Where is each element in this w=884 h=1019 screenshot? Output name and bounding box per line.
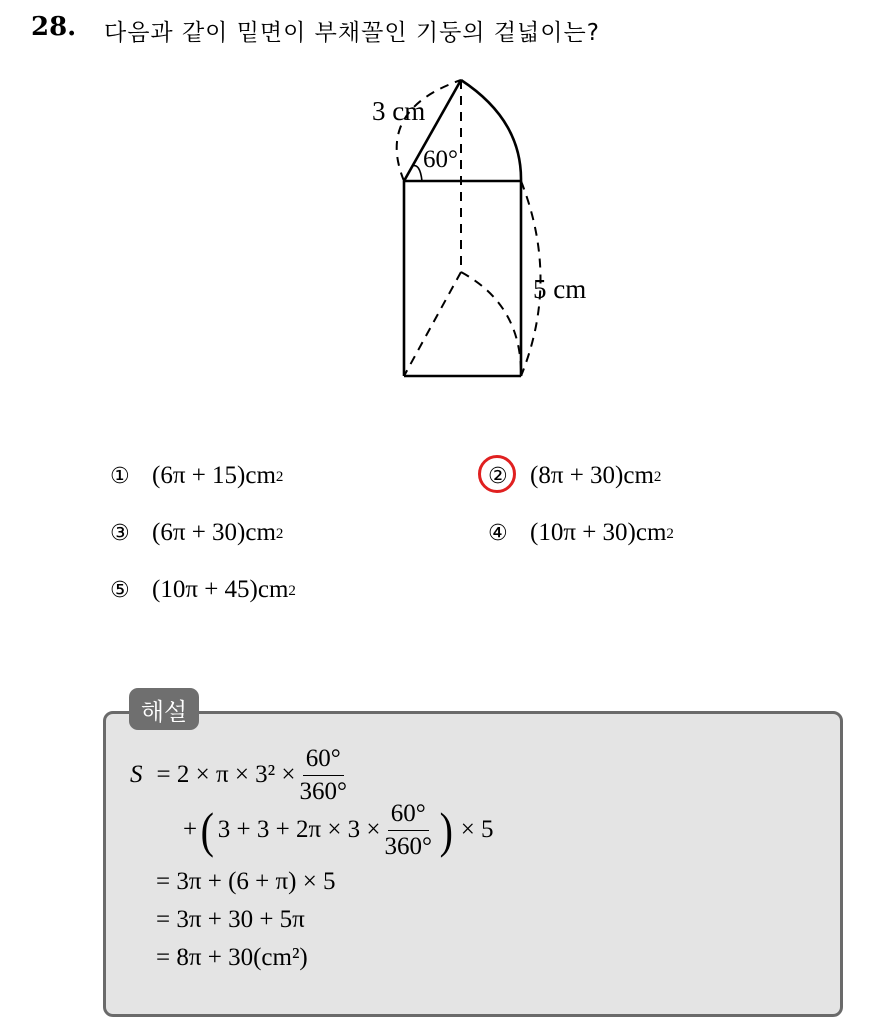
fraction-numerator: 60° <box>388 800 429 831</box>
choice-number: ③ <box>110 521 130 546</box>
radius-label: 3 cm <box>372 96 426 126</box>
choice-4[interactable] <box>488 519 674 547</box>
choice-expr: (10π + 30)cm <box>530 519 667 546</box>
fraction-denominator: 360° <box>299 777 348 805</box>
choice-number: ⑤ <box>110 578 130 603</box>
solution-rhs: = 2 × π × 3² × <box>156 761 296 788</box>
answer-mark-circle <box>478 455 516 493</box>
choice-number: ④ <box>488 521 508 546</box>
solution-tag: 해설 <box>129 688 199 730</box>
solution-line-5: = 8π + 30(cm²) <box>156 944 308 971</box>
sector-prism-figure <box>0 0 884 420</box>
choice-sup: 2 <box>275 526 284 542</box>
solution-lhs: S <box>130 761 143 788</box>
times-five: × 5 <box>460 816 494 843</box>
fraction <box>385 800 433 860</box>
choice-1[interactable] <box>110 462 283 490</box>
fraction-numerator: 60° <box>303 745 344 776</box>
fraction <box>300 745 348 805</box>
choice-3[interactable] <box>110 519 283 547</box>
choice-expr: (6π + 15)cm <box>152 462 276 489</box>
choice-sup: 2 <box>275 469 284 485</box>
choice-sup: 2 <box>653 469 662 485</box>
paren-inner: 3 + 3 + 2π × 3 × <box>217 816 381 843</box>
right-paren: ) <box>439 802 454 858</box>
choice-5[interactable] <box>110 576 296 604</box>
choice-sup: 2 <box>666 526 674 542</box>
choice-sup: 2 <box>288 583 296 599</box>
choice-expr: (6π + 30)cm <box>152 519 276 546</box>
choice-expr: (8π + 30)cm <box>530 462 654 489</box>
plus-sign: + <box>183 816 198 843</box>
choice-number: ① <box>110 464 130 489</box>
choice-number: ② <box>488 464 508 489</box>
height-label: 5 cm <box>533 274 587 304</box>
left-paren: ( <box>200 802 215 858</box>
angle-label: 60° <box>423 146 458 173</box>
solution-line-4: = 3π + 30 + 5π <box>156 906 305 933</box>
solution-line-2 <box>183 800 494 860</box>
question-text: 다음과 같이 밑면이 부채꼴인 기둥의 겉넓이는? <box>104 20 600 46</box>
choice-expr: (10π + 45)cm <box>152 576 289 603</box>
solution-line-1 <box>130 745 351 805</box>
question-number: 28. <box>31 12 77 42</box>
fraction-denominator: 360° <box>384 832 433 860</box>
solution-line-3: = 3π + (6 + π) × 5 <box>156 868 336 895</box>
